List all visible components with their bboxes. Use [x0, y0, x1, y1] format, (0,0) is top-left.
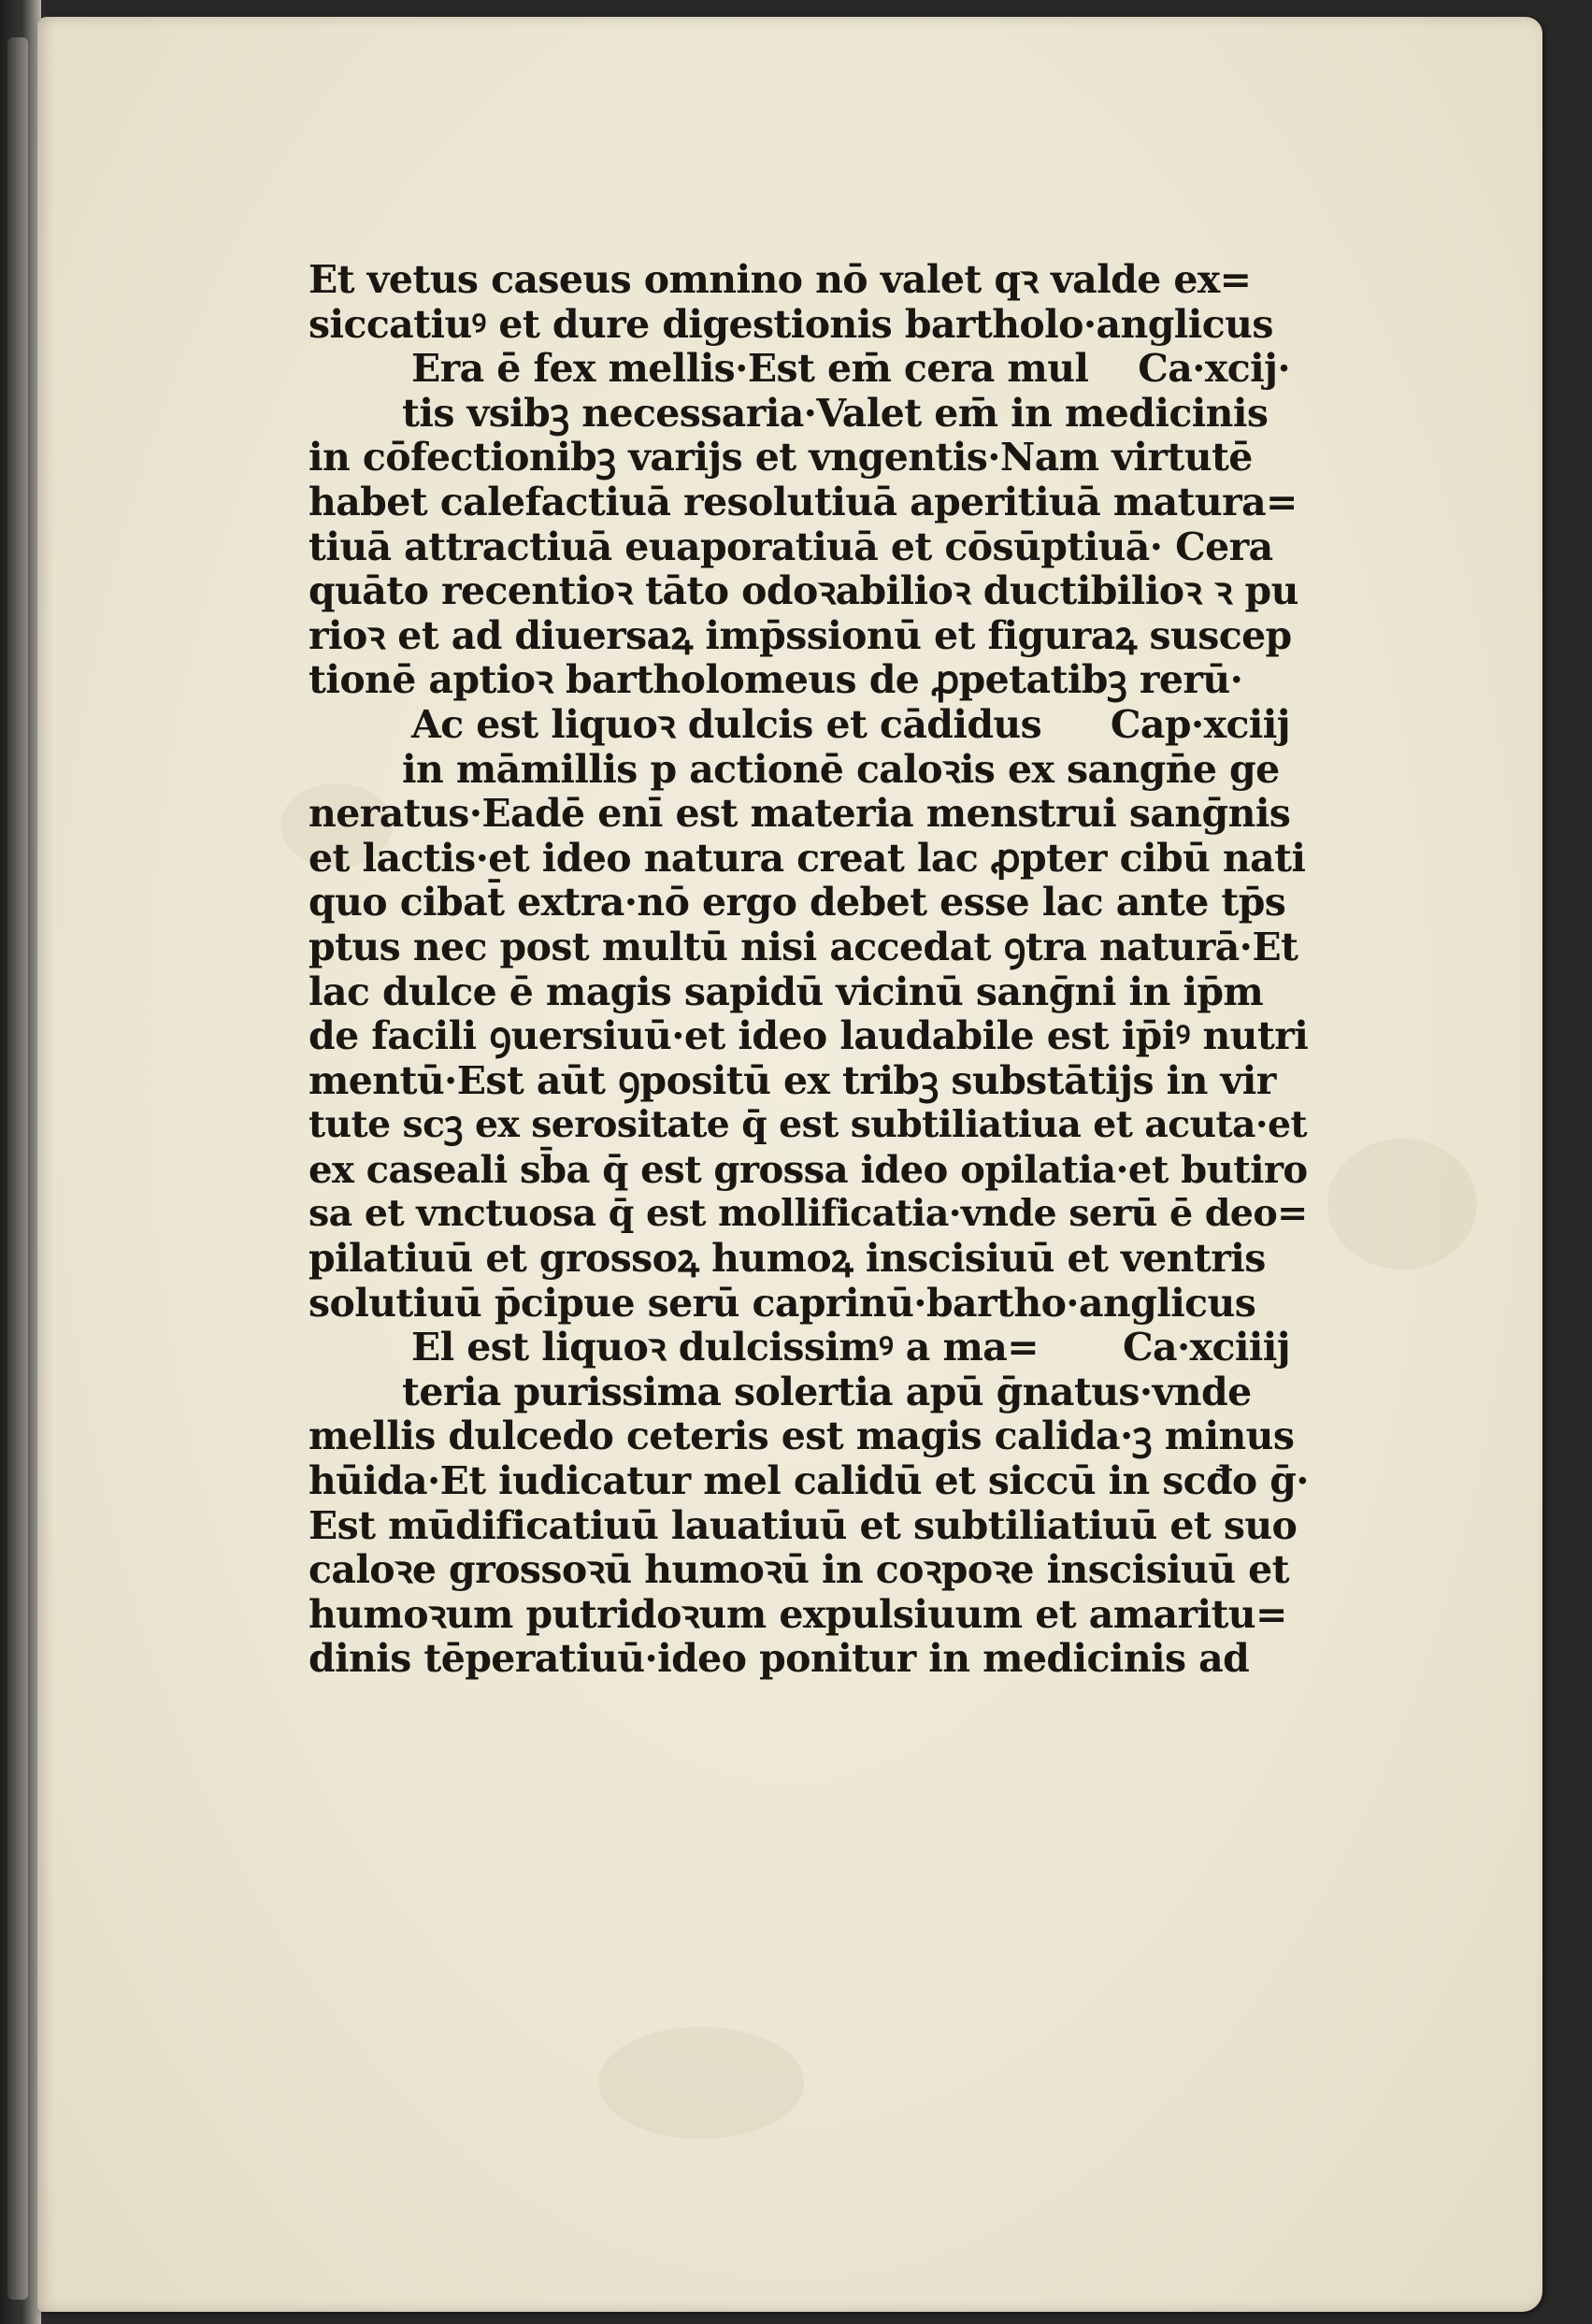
line-text: rioꝛ et ad diuersaꝝ imp̄ssionū et figuraꝝ suscep: [308, 612, 1292, 658]
text-line: [308, 347, 1309, 392]
text-line: [308, 1282, 1309, 1327]
text-line: [308, 748, 1309, 793]
text-line: [308, 614, 1309, 659]
line-text: quo cibat̄ extra·nō ergo debet esse lac ante tp̄s: [308, 880, 1286, 925]
text-line: [308, 1014, 1309, 1059]
line-text: mellis dulcedo ceteris est magis calida·ꝫ minus: [308, 1413, 1295, 1459]
spine-edge: [7, 37, 28, 2300]
text-line: [308, 1370, 1309, 1415]
line-text: Et vetus caseus omnino nō valet qꝛ valde ex=: [308, 257, 1252, 302]
text-line: [308, 1237, 1309, 1282]
text-line: [308, 1637, 1309, 1682]
line-text: pilatiuū et grossoꝝ humoꝝ inscisiuū et ventris: [308, 1236, 1266, 1282]
text-line: [308, 792, 1309, 837]
text-line: [308, 970, 1309, 1015]
paper-stain: [1327, 1139, 1477, 1270]
line-text: hūida·Et iudicatur mel calidū et siccū in scđo ḡ·: [308, 1458, 1309, 1504]
text-line: [308, 303, 1309, 348]
line-text: de facili ꝯuersiuū·et ideo laudabile est ip̄iꝰ nutri: [308, 1013, 1309, 1059]
line-text: in māmillis p actionē caloꝛis ex sangn̄e ge: [402, 746, 1280, 792]
line-text: neratus·Eadē enī est materia menstrui sanḡnis: [308, 791, 1291, 837]
line-text: tionē aptioꝛ bartholomeus de ꝓpetatibꝫ rerū·: [308, 657, 1243, 703]
text-line: [308, 1414, 1309, 1459]
line-text: dinis tēperatiuū·ideo ponitur in medicinis ad: [308, 1636, 1250, 1682]
manuscript-page: [37, 17, 1542, 2312]
text-line: [308, 569, 1309, 614]
line-text: ptus nec post multū nisi accedat ꝯtra naturā·Et: [308, 924, 1298, 969]
line-text: humoꝛum putridoꝛum expulsiuum et amaritu=: [308, 1591, 1287, 1637]
text-line: [308, 258, 1309, 303]
line-text: siccatiuꝰ et dure digestionis bartholo·anglicus: [308, 301, 1273, 347]
text-line: [308, 1103, 1309, 1148]
text-line: [308, 658, 1309, 703]
line-text: tute scꝫ ex serositate q̄ est subtiliatiua et acuta·et: [308, 1103, 1307, 1147]
line-text: quāto recentioꝛ tāto odoꝛabilioꝛ ductibilioꝛ ꝛ pu: [308, 568, 1298, 614]
line-text: habet calefactiuā resolutiuā aperitiuā matura=: [308, 479, 1298, 524]
line-text: caloꝛe grossoꝛū humoꝛū in coꝛpoꝛe inscisiuū et: [308, 1547, 1289, 1593]
paper-stain: [598, 2027, 804, 2139]
line-text: teria purissima solertia apū ḡnatus·vnde: [402, 1369, 1252, 1414]
line-text: Est mūdificatiuū lauatiuū et subtiliatiuū et suo: [308, 1502, 1298, 1548]
text-line: [308, 1059, 1309, 1104]
line-text: tiuā attractiuā euaporatiuā et cōsūptiuā· Cera: [308, 524, 1273, 569]
text-line: [308, 1192, 1309, 1237]
chapter-marker: Ca·xciiij: [1122, 1325, 1290, 1370]
text-line: [308, 525, 1309, 570]
text-line: [308, 392, 1309, 437]
line-text: tis vsibꝫ necessaria·Valet em̄ in medicinis: [402, 390, 1269, 436]
chapter-marker: Ca·xcij·: [1138, 346, 1290, 392]
line-text: Ac est liquoꝛ dulcis et cādidus: [411, 701, 1042, 747]
line-text: Era ē fex mellis·Est em̄ cera mul: [411, 346, 1089, 392]
text-line: [308, 1593, 1309, 1638]
text-line: [308, 1504, 1309, 1549]
line-text: El est liquoꝛ dulcissimꝰ a ma=: [411, 1325, 1039, 1370]
text-line: [308, 881, 1309, 925]
line-text: sa et vnctuosa q̄ est mollificatia·vnde serū ē deo=: [308, 1192, 1308, 1236]
text-line: [308, 1548, 1309, 1593]
line-text: in cōfectionibꝫ varijs et vngentis·Nam virtutē: [308, 435, 1253, 481]
text-line: [308, 837, 1309, 882]
text-line: [308, 481, 1309, 525]
text-line: [308, 1148, 1309, 1193]
text-line: [308, 436, 1309, 481]
text-line: [308, 925, 1309, 970]
line-text: solutiuū p̄cipue serū caprinū·bartho·anglicus: [308, 1280, 1256, 1326]
text-line: [308, 1459, 1309, 1504]
text-column: [308, 258, 1309, 1682]
book-spine: [0, 0, 41, 2324]
line-text: ex caseali sb̄a q̄ est grossa ideo opilatia·et butiro: [308, 1147, 1308, 1192]
text-line: [308, 1326, 1309, 1370]
chapter-marker: Cap·xciij: [1110, 701, 1290, 747]
text-line: [308, 703, 1309, 748]
line-text: lac dulce ē magis sapidū vicinū sanḡni in ip̄m: [308, 968, 1264, 1014]
line-text: et lactis·et ideo natura creat lac ꝓpter cibū nati: [308, 835, 1306, 881]
line-text: mentū·Est aūt ꝯpositū ex tribꝫ substātijs in vir: [308, 1057, 1276, 1103]
